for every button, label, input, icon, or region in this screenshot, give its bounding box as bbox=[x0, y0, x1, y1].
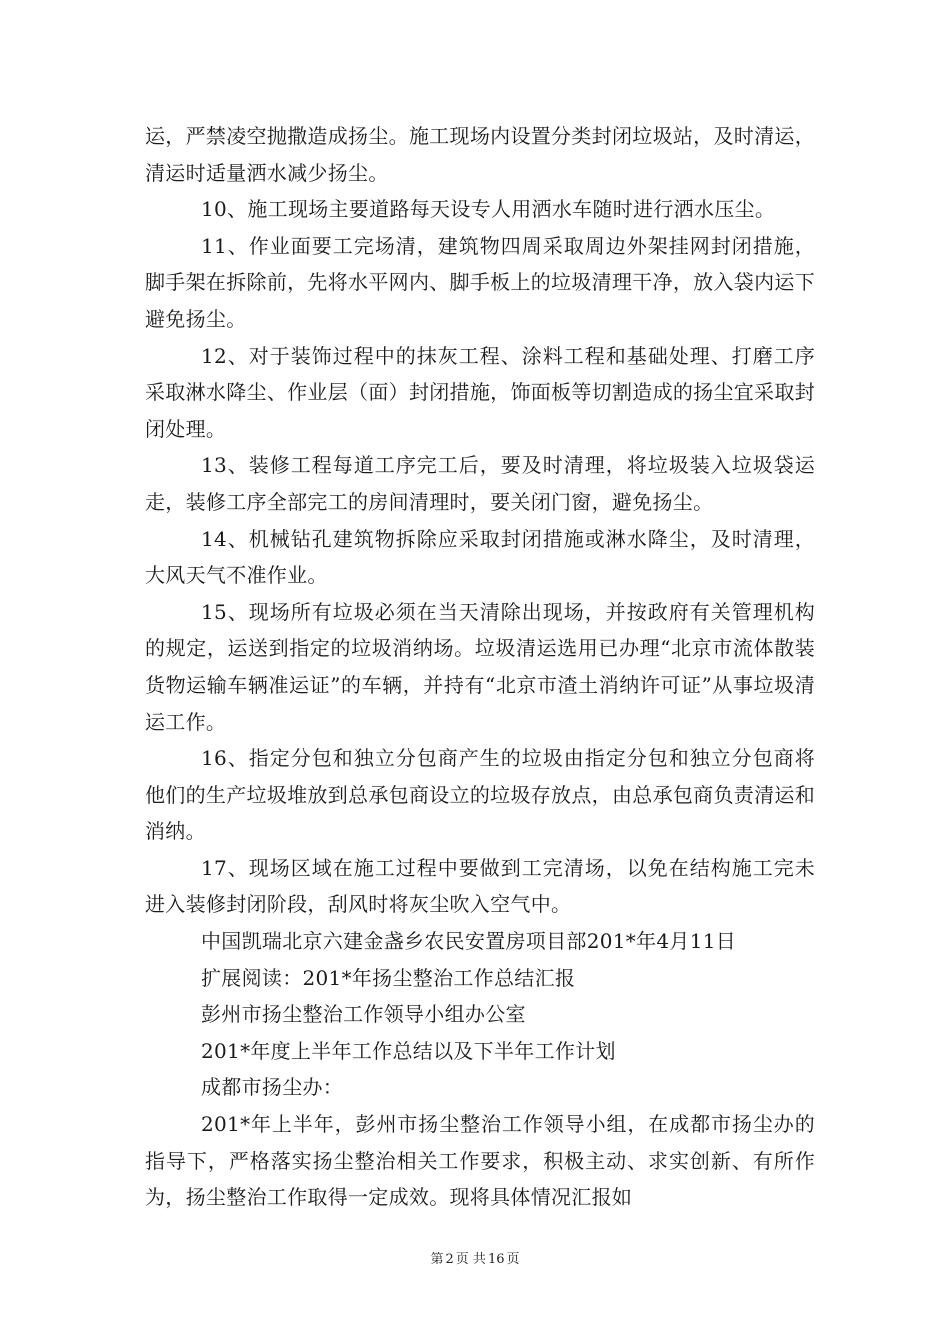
paragraph: 10、施工现场主要道路每天设专人用洒水车随时进行洒水压尘。 bbox=[201, 197, 776, 222]
paragraph: 17、现场区域在施工过程中要做到工完清场，以免在结构施工完未进入装修封闭阶段，刮风时将灰尘吹入空气中。 bbox=[145, 855, 815, 917]
document-body bbox=[145, 118, 815, 1216]
paragraph: 15、现场所有垃圾必须在当天清除出现场，并按政府有关管理机构的规定，运送到指定的垃圾消纳场。垃圾清运选用已办理“北京市流体散装货物运输车辆准运证”的车辆，并持有“北京市渣土消纳许可证”从事垃圾清运工作。 bbox=[145, 599, 815, 734]
signature-line: 中国凯瑞北京六建金盏乡农民安置房项目部201*年4月11日 bbox=[201, 929, 737, 954]
paragraph: 11、作业面要工完场清，建筑物四周采取周边外架挂网封闭措施，脚手架在拆除前，先将水平网内、脚手板上的垃圾清理干净，放入袋内运下避免扬尘。 bbox=[145, 233, 815, 331]
addressee: 成都市扬尘办： bbox=[201, 1075, 344, 1100]
footer-middle: 页 共 bbox=[455, 1252, 486, 1267]
paragraph: 14、机械钻孔建筑物拆除应采取封闭措施或淋水降尘，及时清理，大风天气不准作业。 bbox=[145, 526, 815, 588]
page-footer bbox=[0, 1248, 950, 1267]
extended-reading-title: 扩展阅读：201*年扬尘整治工作总结汇报 bbox=[201, 965, 576, 990]
report-title: 201*年度上半年工作总结以及下半年工作计划 bbox=[201, 1038, 616, 1063]
office-name: 彭州市扬尘整治工作领导小组办公室 bbox=[201, 1002, 526, 1027]
paragraph: 16、指定分包和独立分包商产生的垃圾由指定分包和独立分包商将他们的生产垃圾堆放到总承包商设立的垃圾存放点，由总承包商负责清运和消纳。 bbox=[145, 746, 815, 844]
footer-prefix: 第 bbox=[430, 1252, 444, 1267]
footer-suffix: 页 bbox=[506, 1252, 520, 1267]
total-pages-number: 16 bbox=[487, 1252, 505, 1267]
paragraph: 13、装修工程每道工序完工后，要及时清理，将垃圾装入垃圾袋运走，装修工序全部完工的房间清理时，要关闭门窗，避免扬尘。 bbox=[145, 453, 815, 514]
paragraph: 12、对于装饰过程中的抹灰工程、涂料工程和基础处理、打磨工序采取淋水降尘、作业层（面）封闭措施，饰面板等切割造成的扬尘宜采取封闭处理。 bbox=[145, 343, 815, 441]
paragraph: 201*年上半年，彭州市扬尘整治工作领导小组，在成都市扬尘办的指导下，严格落实扬尘整治相关工作要求，积极主动、求实创新、有所作为，扬尘整治工作取得一定成效。现将具体情况汇报如 bbox=[145, 1112, 815, 1210]
paragraph: 运，严禁凌空抛撒造成扬尘。施工现场内设置分类封闭垃圾站，及时清运，清运时适量洒水减少扬尘。 bbox=[145, 124, 815, 185]
current-page-number: 2 bbox=[445, 1252, 454, 1267]
